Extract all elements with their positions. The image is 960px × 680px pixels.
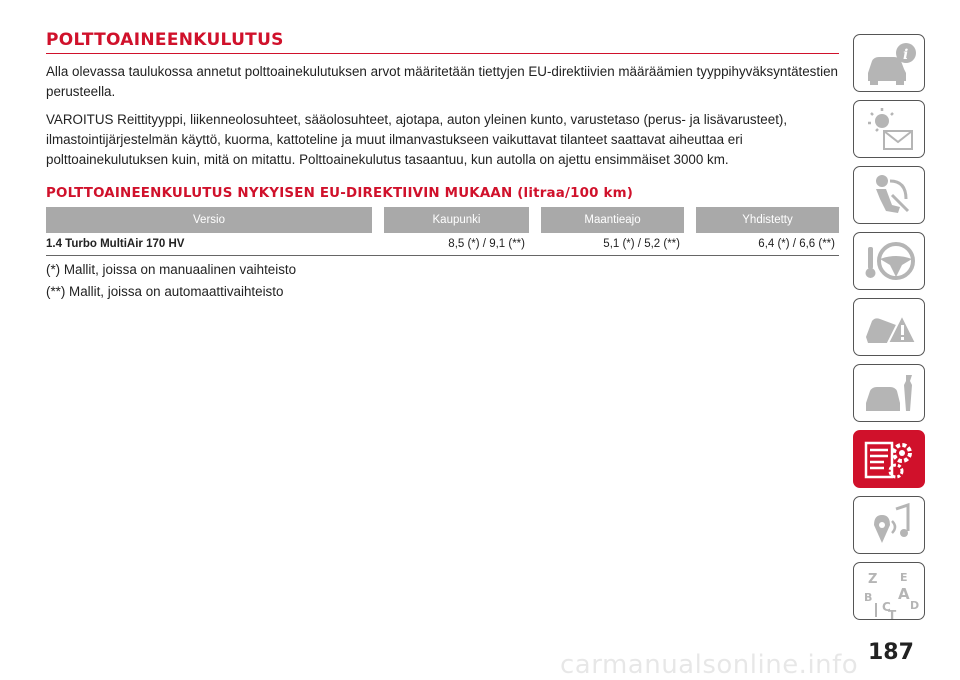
section-title: POLTTOAINEENKULUTUS NYKYISEN EU-DIREKTIIVIN MUKAAN (litraa/100 km) [46,186,634,201]
content [46,30,839,302]
intro-paragraph: Alla olevassa taulukossa annetut polttoainekulutuksen arvot määritetään tiettyjen EU-direktiivien määräämien tyyppihyväksyntätestien perusteella. [46,64,838,99]
table-row [46,233,839,256]
cell-highway: 5,1 (*) / 5,2 (**) [541,233,684,256]
sidebar-tab-car-info[interactable] [853,34,925,92]
sidebar-tab-technical-data[interactable] [853,430,925,488]
multimedia-icon [862,501,918,551]
cell-combined: 6,4 (*) / 6,6 (**) [696,233,839,256]
page-title: POLTTOAINEENKULUTUS [46,30,839,54]
footnote-automatic: (**) Mallit, joissa on automaattivaihteisto [46,284,284,299]
watermark: carmanualsonline.info [560,650,859,680]
technical-data-icon [862,435,918,485]
steering-wheel-icon [862,237,918,287]
footnote-manual: (*) Mallit, joissa on manuaalinen vaihteisto [46,262,297,277]
index-letter-b: B [864,591,873,604]
index-letter-t: T [888,608,897,622]
seat-safety-icon [862,171,918,221]
alphabetical-index-icon [862,567,920,622]
sidebar-tab-dashboard[interactable] [853,100,925,158]
sidebar-tab-index[interactable] [853,562,925,620]
dashboard-warning-icon [862,105,918,155]
car-maintenance-icon [862,369,918,419]
sidebar-tab-emergency[interactable] [853,298,925,356]
index-letter-c: C [882,600,891,614]
page-number: 187 [868,640,914,665]
consumption-table [46,207,839,256]
car-info-icon [862,39,918,89]
column-header-combined: Yhdistetty [696,207,839,233]
index-letter-d: D [910,599,920,612]
index-letter-z: Z [868,572,878,587]
table-header-row [46,207,839,233]
column-header-highway: Maantieajo [541,207,684,233]
sidebar-tab-maintenance[interactable] [853,364,925,422]
sidebar-tab-safety[interactable] [853,166,925,224]
index-letter-a: A [898,585,910,603]
column-header-version: Versio [46,207,372,233]
index-letter-e: E [900,571,908,584]
cell-city: 8,5 (*) / 9,1 (**) [384,233,529,256]
svg-text:i: i [903,47,909,63]
car-emergency-icon [862,303,918,353]
sidebar-tab-multimedia[interactable] [853,496,925,554]
column-header-city: Kaupunki [384,207,529,233]
sidebar-tab-driving[interactable] [853,232,925,290]
warning-paragraph: VAROITUS Reittityyppi, liikenneolosuhteet, sääolosuhteet, ajotapa, auton yleinen kunto, varustetaso (perus- ja lisävarusteet), ilmastointijärjestelmän käyttö, kuorma, kattoteline ja muut ilmanvastukseen vaikuttavat tilanteet saattavat aiheuttaa eri polttoainekulutuksen kuin, mitä on mitattu. Polttoainekulutus tasaantuu, kun autolla on ajettu ensimmäiset 3000 km. [46,112,788,167]
cell-version: 1.4 Turbo MultiAir 170 HV [46,233,372,256]
